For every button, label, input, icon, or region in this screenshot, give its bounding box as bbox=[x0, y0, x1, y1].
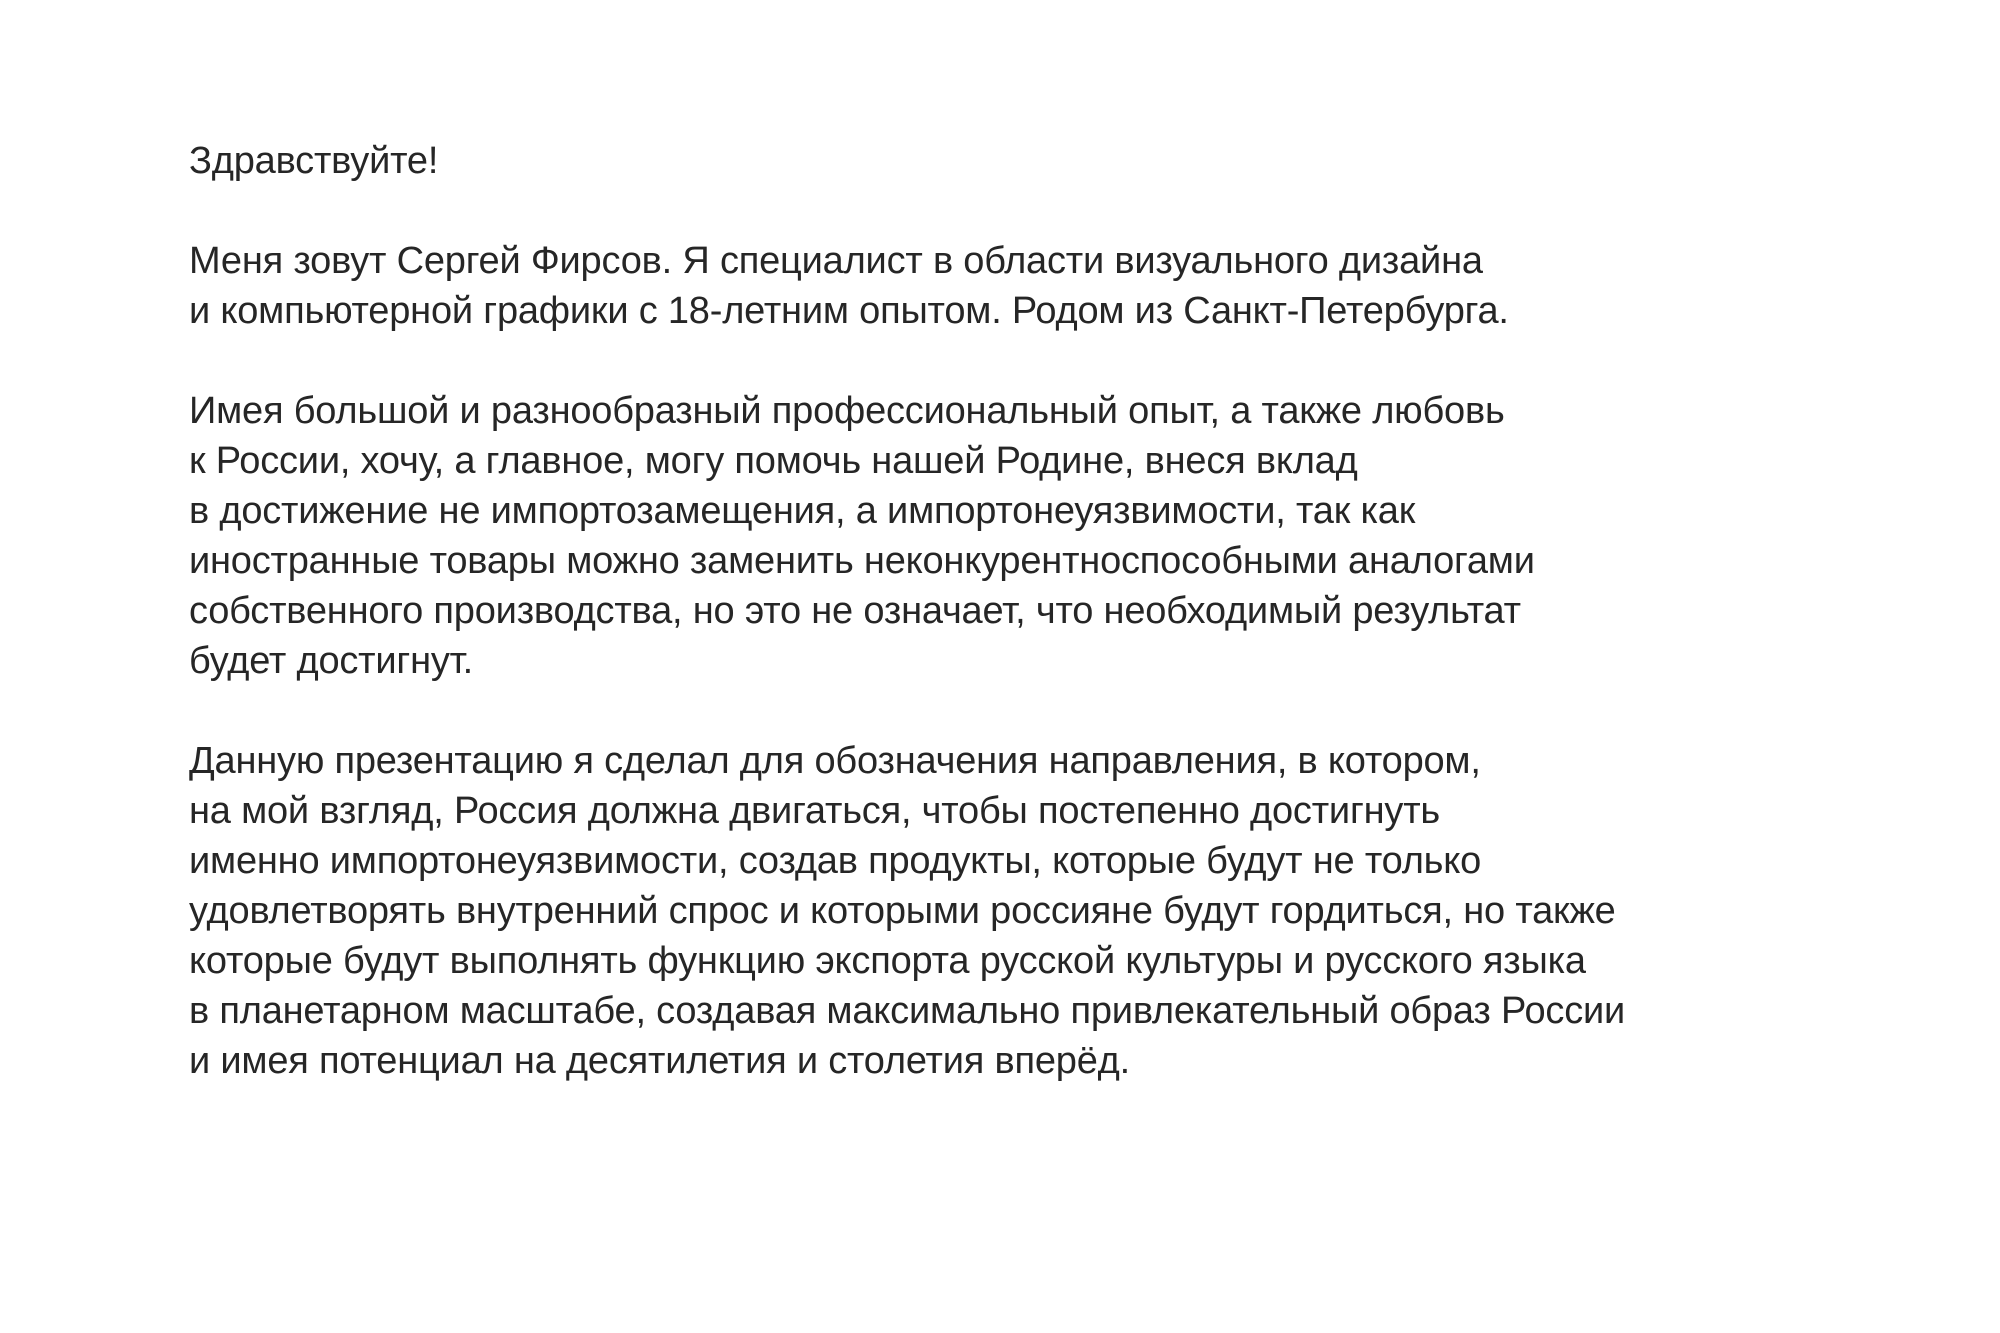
intro-line: Меня зовут Сергей Фирсов. Я специалист в области визуального дизайна bbox=[189, 240, 1483, 282]
purpose-line: и имея потенциал на десятилетия и столетия вперёд. bbox=[189, 1040, 1131, 1082]
purpose-paragraph bbox=[189, 736, 1889, 1086]
motivation-line: собственного производства, но это не означает, что необходимый результат bbox=[189, 590, 1521, 632]
purpose-line: удовлетворять внутренний спрос и которыми россияне будут гордиться, но также bbox=[189, 890, 1616, 932]
letter-body bbox=[189, 136, 1889, 1136]
purpose-line: на мой взгляд, Россия должна двигаться, чтобы постепенно достигнуть bbox=[189, 790, 1441, 832]
motivation-line: будет достигнут. bbox=[189, 640, 474, 682]
intro-line: и компьютерной графики с 18-летним опытом. Родом из Санкт-Петербурга. bbox=[189, 290, 1509, 332]
motivation-line: Имея большой и разнообразный профессиональный опыт, а также любовь bbox=[189, 390, 1505, 432]
purpose-line: в планетарном масштабе, создавая максимально привлекательный образ России bbox=[189, 990, 1626, 1032]
purpose-line: которые будут выполнять функцию экспорта русской культуры и русского языка bbox=[189, 940, 1586, 982]
purpose-line: именно импортонеуязвимости, создав продукты, которые будут не только bbox=[189, 840, 1482, 882]
motivation-paragraph bbox=[189, 386, 1889, 686]
intro-paragraph bbox=[189, 236, 1889, 336]
purpose-line: Данную презентацию я сделал для обозначения направления, в котором, bbox=[189, 740, 1481, 782]
motivation-line: в достижение не импортозамещения, а импортонеуязвимости, так как bbox=[189, 490, 1416, 532]
greeting-paragraph bbox=[189, 136, 1889, 186]
motivation-line: иностранные товары можно заменить неконкурентноспособными аналогами bbox=[189, 540, 1535, 582]
greeting-line: Здравствуйте! bbox=[189, 140, 439, 182]
motivation-line: к России, хочу, а главное, могу помочь нашей Родине, внеся вклад bbox=[189, 440, 1358, 482]
